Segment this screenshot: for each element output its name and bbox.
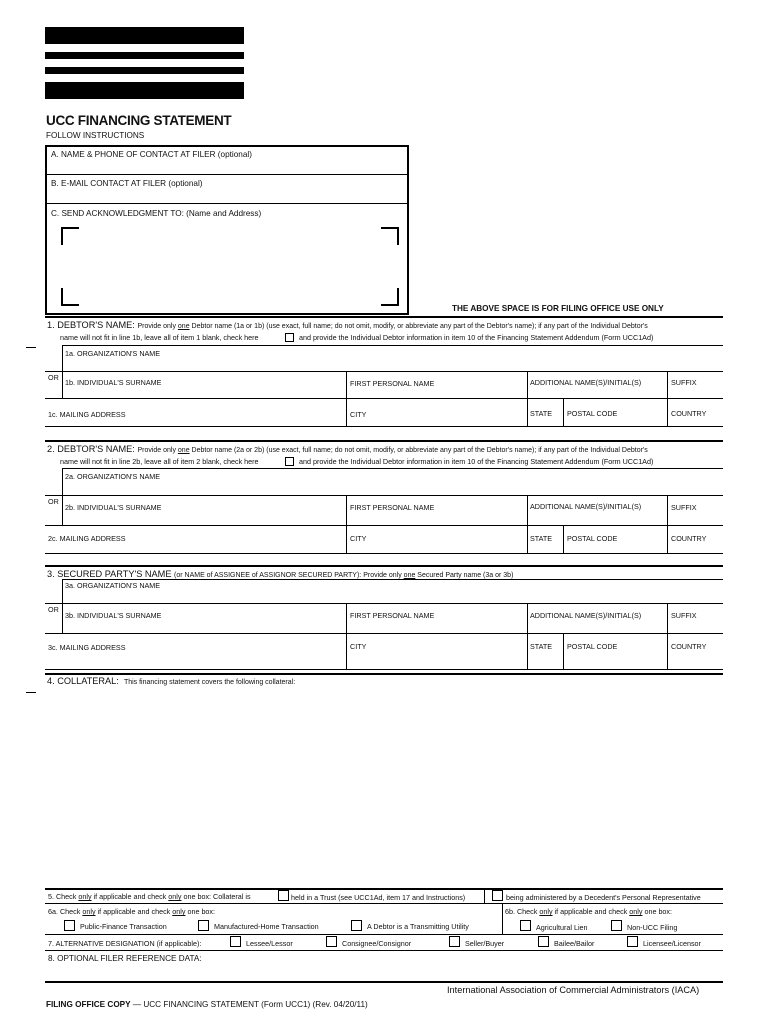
non-ucc-filing-label: Non-UCC Filing	[627, 923, 678, 932]
debtor2-country-field[interactable]	[669, 543, 721, 552]
secured-org-field[interactable]	[64, 590, 721, 602]
contact-email-field[interactable]	[47, 189, 407, 202]
acknowledgment-label: C. SEND ACKNOWLEDGMENT TO: (Name and Address)	[51, 209, 262, 218]
debtor2-org-label: 2a. ORGANIZATION'S NAME	[65, 472, 161, 481]
debtor1-instruction-line2b: and provide the Individual Debtor information in item 10 of the Financing Statement Addendum (Form UCC1Ad)	[299, 333, 654, 342]
debtor1-additional-name-field[interactable]	[529, 388, 665, 397]
contact-name-label: A. NAME & PHONE OF CONTACT AT FILER (optional)	[51, 150, 252, 159]
lessee-lessor-checkbox[interactable]	[230, 936, 241, 947]
bailee-bailor-label: Bailee/Bailor	[554, 939, 595, 948]
secured-heading: 3. SECURED PARTY'S NAME	[47, 569, 172, 579]
secured-postal-label: POSTAL CODE	[567, 642, 618, 651]
transmitting-utility-label: A Debtor is a Transmitting Utility	[367, 922, 469, 931]
debtor2-additional-name-label: ADDITIONAL NAME(S)/INITIAL(S)	[530, 502, 642, 511]
barcode-bar	[45, 52, 244, 59]
corner-mark-top-left	[61, 227, 79, 245]
acknowledgment-address-field[interactable]	[62, 228, 398, 304]
barcode-bar	[45, 27, 244, 44]
follow-instructions: FOLLOW INSTRUCTIONS	[46, 131, 145, 140]
agricultural-lien-checkbox[interactable]	[520, 920, 531, 931]
collateral-heading-line: 4. COLLATERAL: This financing statement covers the following collateral:	[47, 676, 296, 686]
footer-copy: FILING OFFICE COPY — UCC FINANCING STATEMENT (Form UCC1) (Rev. 04/20/11)	[46, 1000, 368, 1009]
corner-mark-top-right	[381, 227, 399, 245]
secured-additional-name-field[interactable]	[529, 621, 665, 632]
secured-city-label: CITY	[350, 642, 367, 651]
secured-first-name-label: FIRST PERSONAL NAME	[350, 611, 435, 620]
lessee-lessor-label: Lessee/Lessor	[246, 939, 293, 948]
debtor1-state-field[interactable]	[529, 418, 561, 426]
debtor2-city-label: CITY	[350, 534, 367, 543]
debtor2-first-name-field[interactable]	[348, 513, 525, 524]
contact-email-label: B. E-MAIL CONTACT AT FILER (optional)	[51, 179, 203, 188]
debtor2-heading-line: 2. DEBTOR'S NAME: Provide only one Debtor name (2a or 2b) (use exact, full name; do not omit, modify, or abbreviate any part of the Debtor's name); if any part of the Individual Debtor's	[47, 444, 648, 454]
debtor1-first-name-field[interactable]	[348, 388, 525, 397]
non-ucc-filing-checkbox[interactable]	[611, 920, 622, 931]
debtor2-state-label: STATE	[530, 534, 553, 543]
debtor1-or: OR	[48, 373, 59, 382]
debtor2-heading: 2. DEBTOR'S NAME:	[47, 444, 135, 454]
debtor1-mailing-field[interactable]	[47, 418, 344, 426]
secured-or: OR	[48, 605, 59, 614]
debtor2-addendum-checkbox[interactable]	[285, 457, 294, 466]
secured-postal-field[interactable]	[565, 652, 665, 668]
barcode-bar	[45, 82, 244, 99]
debtor1-city-label: CITY	[350, 410, 367, 419]
debtor1-surname-field[interactable]	[64, 388, 344, 397]
transmitting-utility-checkbox[interactable]	[351, 920, 362, 931]
debtor2-state-field[interactable]	[529, 543, 561, 552]
consignee-consignor-checkbox[interactable]	[326, 936, 337, 947]
debtor1-instruction-line2: name will not fit in line 1b, leave all of item 1 blank, check here	[60, 333, 259, 342]
debtor2-postal-field[interactable]	[565, 543, 665, 552]
debtor2-org-field[interactable]	[64, 482, 721, 494]
debtor2-instruction-line2b: and provide the Individual Debtor information in item 10 of the Financing Statement Addendum (Form UCC1Ad)	[299, 457, 654, 466]
secured-suffix-label: SUFFIX	[671, 611, 697, 620]
secured-mailing-label: 3c. MAILING ADDRESS	[48, 643, 126, 652]
form-title: UCC FINANCING STATEMENT	[46, 113, 232, 128]
barcode-bar	[45, 67, 244, 74]
debtor2-first-name-label: FIRST PERSONAL NAME	[350, 503, 435, 512]
manufactured-home-checkbox[interactable]	[198, 920, 209, 931]
debtor1-city-field[interactable]	[348, 418, 525, 426]
secured-surname-label: 3b. INDIVIDUAL'S SURNAME	[65, 611, 162, 620]
debtor2-country-label: COUNTRY	[671, 534, 707, 543]
filer-reference-field[interactable]	[47, 965, 721, 979]
manufactured-home-label: Manufactured-Home Transaction	[214, 922, 319, 931]
secured-heading-line: 3. SECURED PARTY'S NAME (or NAME of ASSIGNEE of ASSIGNOR SECURED PARTY): Provide only one Secured Party name (3a or 3b)	[47, 569, 514, 579]
secured-suffix-field[interactable]	[669, 621, 721, 632]
item6a-label: 6a. Check only if applicable and check only one box:	[48, 907, 216, 916]
debtor2-surname-label: 2b. INDIVIDUAL'S SURNAME	[65, 503, 162, 512]
item8-label: 8. OPTIONAL FILER REFERENCE DATA:	[48, 954, 202, 963]
item5-label: 5. Check only if applicable and check only one box: Collateral is	[48, 892, 251, 901]
corner-mark-bottom-left	[61, 288, 79, 306]
seller-buyer-checkbox[interactable]	[449, 936, 460, 947]
item7-label: 7. ALTERNATIVE DESIGNATION (if applicable):	[48, 939, 202, 948]
debtor2-postal-label: POSTAL CODE	[567, 534, 618, 543]
collateral-heading: 4. COLLATERAL:	[47, 676, 119, 686]
secured-additional-name-label: ADDITIONAL NAME(S)/INITIAL(S)	[530, 611, 642, 620]
debtor1-org-field[interactable]	[64, 358, 721, 370]
debtor1-heading: 1. DEBTOR'S NAME:	[47, 320, 135, 330]
debtor2-mailing-field[interactable]	[47, 543, 344, 552]
debtor1-postal-field[interactable]	[565, 418, 665, 426]
secured-country-label: COUNTRY	[671, 642, 707, 651]
debtor1-additional-name-label: ADDITIONAL NAME(S)/INITIAL(S)	[530, 378, 642, 387]
item6b-label: 6b. Check only if applicable and check only one box:	[505, 907, 673, 916]
secured-first-name-field[interactable]	[348, 621, 525, 632]
secured-country-field[interactable]	[669, 652, 721, 668]
decedent-checkbox[interactable]	[492, 890, 503, 901]
secured-org-label: 3a. ORGANIZATION'S NAME	[65, 581, 161, 590]
collateral-description-field[interactable]	[47, 690, 721, 886]
debtor2-instruction-line2: name will not fit in line 2b, leave all of item 2 blank, check here	[60, 457, 259, 466]
debtor2-additional-name-field[interactable]	[529, 513, 665, 524]
consignee-consignor-label: Consignee/Consignor	[342, 939, 412, 948]
decedent-label: being administered by a Decedent's Personal Representative	[506, 893, 701, 902]
debtor1-suffix-field[interactable]	[669, 388, 721, 397]
debtor1-addendum-checkbox[interactable]	[285, 333, 294, 342]
debtor1-country-label: COUNTRY	[671, 409, 707, 418]
licensee-licensor-checkbox[interactable]	[627, 936, 638, 947]
debtor1-state-label: STATE	[530, 409, 553, 418]
margin-tick	[26, 347, 36, 348]
public-finance-label: Public-Finance Transaction	[80, 922, 167, 931]
licensee-licensor-label: Licensee/Licensor	[643, 939, 701, 948]
bailee-bailor-checkbox[interactable]	[538, 936, 549, 947]
debtor1-postal-label: POSTAL CODE	[567, 409, 618, 418]
debtor1-heading-line: 1. DEBTOR'S NAME: Provide only one Debtor name (1a or 1b) (use exact, full name; do not omit, modify, or abbreviate any part of the Debtor's name); if any part of the Individual Debtor's	[47, 320, 648, 330]
secured-state-field[interactable]	[529, 652, 561, 668]
debtor1-mailing-label: 1c. MAILING ADDRESS	[48, 410, 126, 419]
debtor2-mailing-label: 2c. MAILING ADDRESS	[48, 534, 126, 543]
debtor2-suffix-label: SUFFIX	[671, 503, 697, 512]
debtor1-suffix-label: SUFFIX	[671, 378, 697, 387]
secured-city-field[interactable]	[348, 652, 525, 668]
debtor1-country-field[interactable]	[669, 418, 721, 426]
footer-iaca: International Association of Commercial Administrators (IACA)	[447, 985, 700, 995]
margin-tick	[26, 692, 36, 693]
secured-state-label: STATE	[530, 642, 553, 651]
trust-checkbox[interactable]	[278, 890, 289, 901]
seller-buyer-label: Seller/Buyer	[465, 939, 505, 948]
secured-mailing-field[interactable]	[47, 652, 344, 668]
trust-label: held in a Trust (see UCC1Ad, item 17 and Instructions)	[291, 893, 466, 902]
debtor2-city-field[interactable]	[348, 543, 525, 552]
public-finance-checkbox[interactable]	[64, 920, 75, 931]
debtor2-or: OR	[48, 497, 59, 506]
corner-mark-bottom-right	[381, 288, 399, 306]
debtor2-surname-field[interactable]	[64, 513, 344, 524]
contact-name-field[interactable]	[47, 160, 407, 173]
debtor1-org-label: 1a. ORGANIZATION'S NAME	[65, 349, 161, 358]
debtor1-first-name-label: FIRST PERSONAL NAME	[350, 379, 435, 388]
secured-surname-field[interactable]	[64, 621, 344, 632]
agricultural-lien-label: Agricultural Lien	[536, 923, 588, 932]
filing-office-note: THE ABOVE SPACE IS FOR FILING OFFICE USE ONLY	[452, 304, 664, 313]
debtor1-surname-label: 1b. INDIVIDUAL'S SURNAME	[65, 378, 162, 387]
debtor2-suffix-field[interactable]	[669, 513, 721, 524]
